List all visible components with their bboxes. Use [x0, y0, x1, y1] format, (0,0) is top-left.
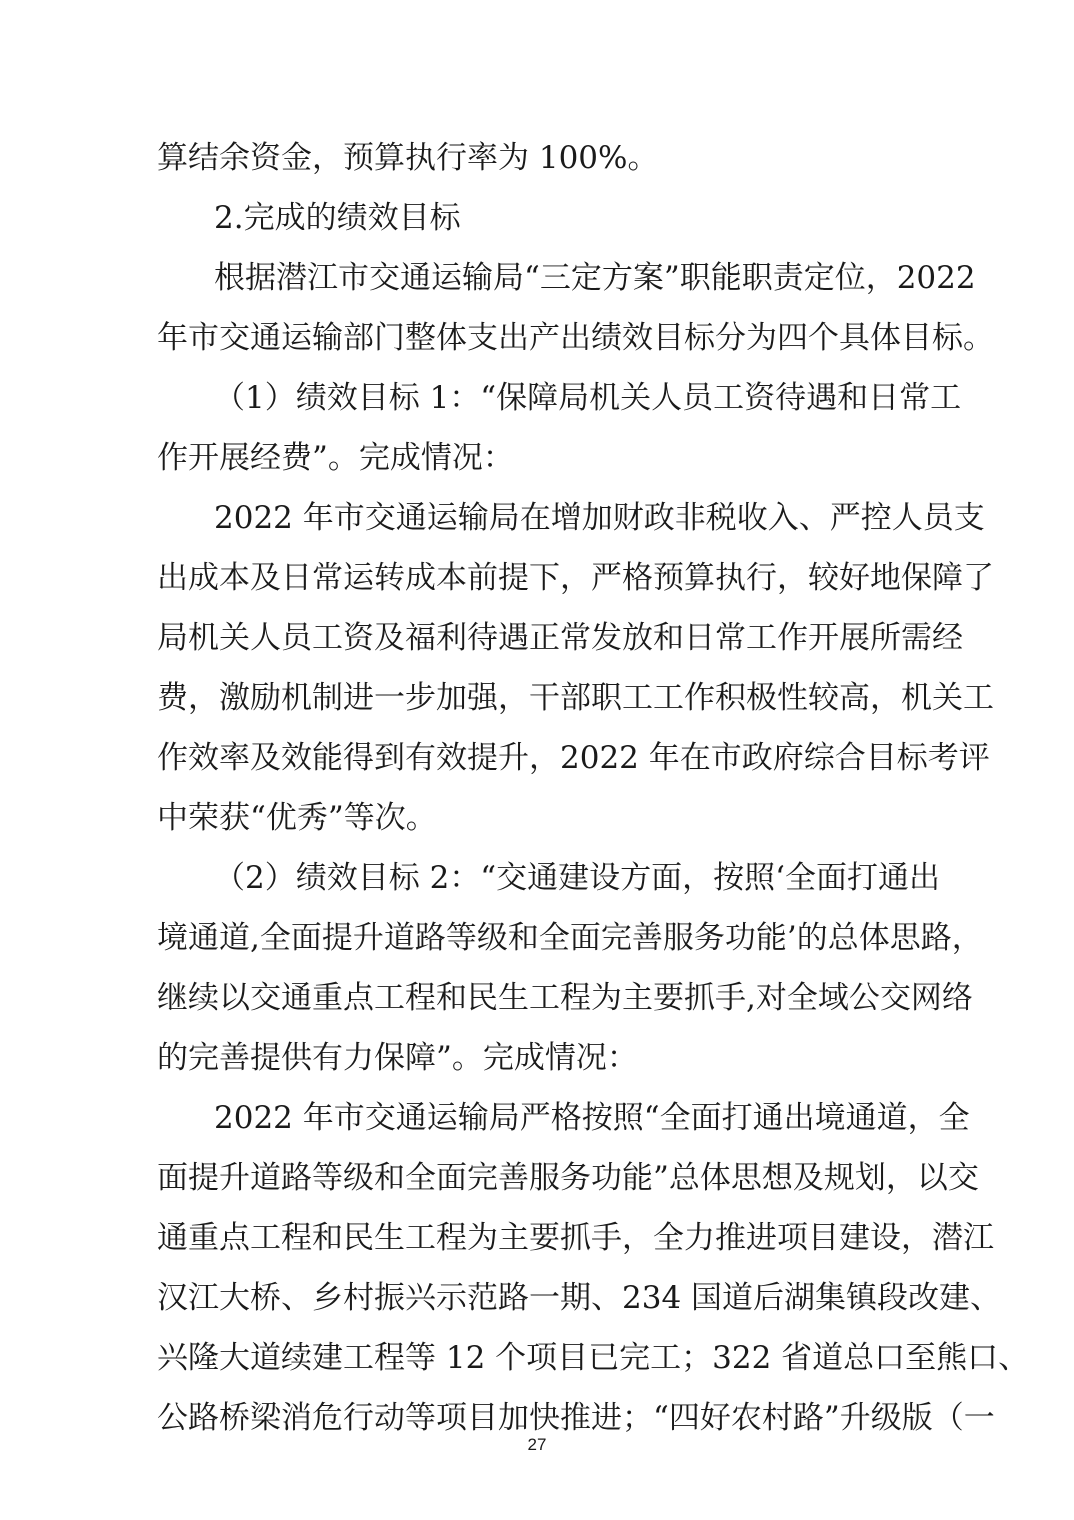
text-span: 根据潜江市交通运输局“三定方案”职能职责定位，2022 — [214, 260, 976, 296]
text-line — [0, 251, 1074, 305]
text-span: 出成本及日常运转成本前提下，严格预算执行，较好地保障了 — [157, 560, 994, 596]
text-line — [0, 731, 1074, 785]
text-span: 境通道,全面提升道路等级和全面完善服务功能’的总体思路， — [157, 920, 983, 956]
text-line — [0, 551, 1074, 605]
text-line — [0, 791, 1074, 845]
text-span: 费，激励机制进一步加强，干部职工工作积极性较高，机关工 — [157, 680, 994, 716]
text-span: 面提升道路等级和全面完善服务功能”总体思想及规划，以交 — [157, 1160, 979, 1196]
text-span: 作效率及效能得到有效提升，2022 年在市政府综合目标考评 — [157, 740, 990, 776]
text-span: 年市交通运输部门整体支出产出绩效目标分为四个具体目标。 — [157, 320, 994, 356]
text-line — [0, 431, 1074, 485]
text-line — [0, 851, 1074, 905]
text-span: 2.完成的绩效目标 — [214, 200, 461, 236]
text-span: 2022 年市交通运输局严格按照“全面打通出境通道，全 — [214, 1100, 970, 1136]
text-span: 公路桥梁消危行动等项目加快推进；“四好农村路”升级版（一 — [157, 1400, 995, 1436]
text-line — [0, 611, 1074, 665]
text-line — [0, 911, 1074, 965]
text-line — [0, 1331, 1074, 1385]
text-span: 作开展经费”。完成情况： — [157, 440, 514, 476]
text-span: 中荣获“优秀”等次。 — [157, 800, 437, 836]
text-line — [0, 971, 1074, 1025]
text-span: 继续以交通重点工程和民生工程为主要抓手,对全域公交网络 — [157, 980, 973, 1016]
text-line — [0, 1091, 1074, 1145]
text-span: 的完善提供有力保障”。完成情况： — [157, 1040, 638, 1076]
section-heading — [0, 191, 1074, 245]
text-span: 2022 年市交通运输局在增加财政非税收入、严控人员支 — [214, 500, 985, 536]
text-line — [0, 671, 1074, 725]
text-line — [0, 491, 1074, 545]
text-line — [0, 1271, 1074, 1325]
text-span: 算结余资金，预算执行率为 100%。 — [157, 140, 659, 176]
text-span: 通重点工程和民生工程为主要抓手，全力推进项目建设，潜江 — [157, 1220, 994, 1256]
text-line — [0, 311, 1074, 365]
text-span: （2）绩效目标 2：“交通建设方面，按照‘全面打通出 — [214, 860, 941, 896]
text-span: （1）绩效目标 1：“保障局机关人员工资待遇和日常工 — [214, 380, 962, 416]
text-span: 局机关人员工资及福利待遇正常发放和日常工作开展所需经 — [157, 620, 963, 656]
text-span: 汉江大桥、乡村振兴示范路一期、234 国道后湖集镇段改建、 — [157, 1280, 1002, 1316]
text-line — [0, 131, 1074, 185]
page-number: 27 — [527, 1435, 547, 1454]
text-line — [0, 1031, 1074, 1085]
text-line — [0, 1211, 1074, 1265]
text-line — [0, 1151, 1074, 1205]
text-span: 兴隆大道续建工程等 12 个项目已完工；322 省道总口至熊口、 — [157, 1340, 1030, 1376]
text-line — [0, 371, 1074, 425]
